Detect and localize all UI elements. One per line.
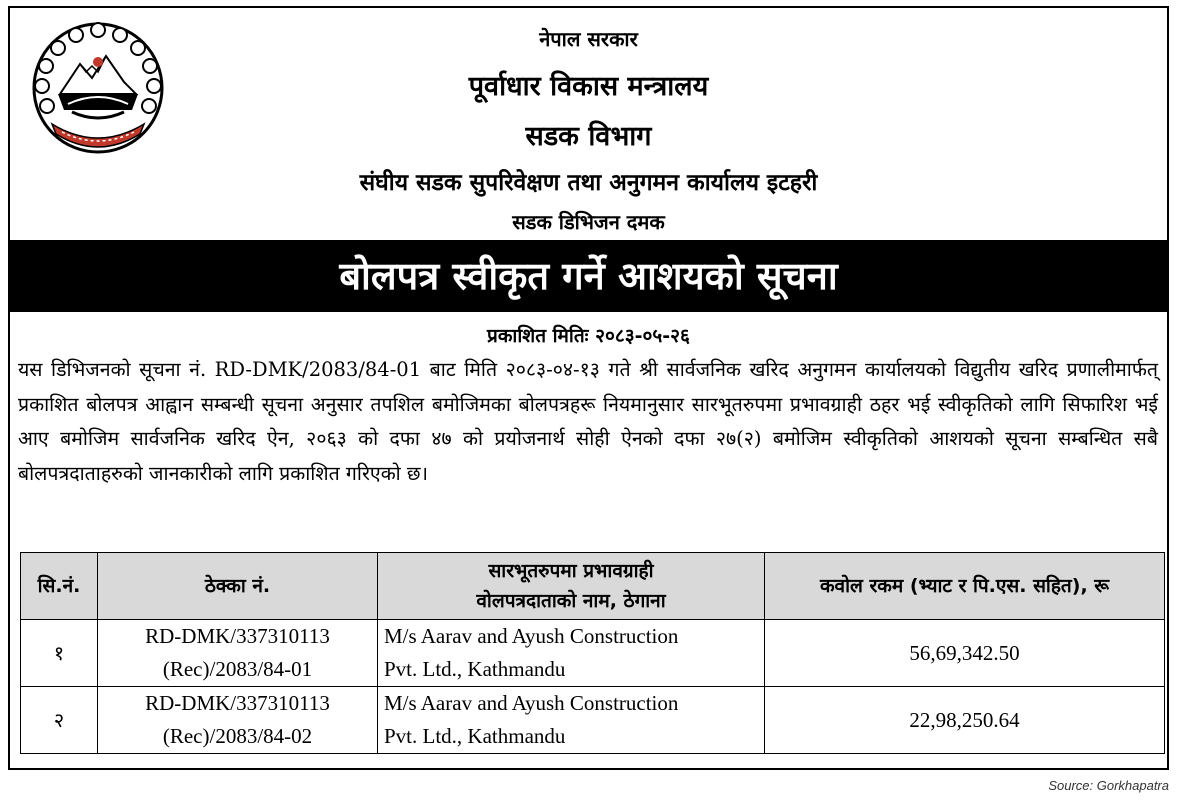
row-amount: 56,69,342.50 xyxy=(765,620,1165,687)
row-sn: २ xyxy=(21,687,98,754)
row-bidder xyxy=(378,620,765,687)
contract-no-line1: RD-DMK/337310113 xyxy=(145,624,330,648)
contract-no-line2: (Rec)/2083/84-01 xyxy=(162,657,313,681)
bidder-name: M/s Aarav and Ayush Construction xyxy=(384,624,679,648)
col-header-bidder-line1: सारभूतरुपमा प्रभावग्राही xyxy=(488,560,654,582)
table-header-row xyxy=(21,553,1165,620)
col-header-sn: सि.नं. xyxy=(21,553,98,620)
col-header-bidder xyxy=(378,553,765,620)
bidder-name: M/s Aarav and Ayush Construction xyxy=(384,691,679,715)
col-header-bidder-line2: वोलपत्रदाताको नाम, ठेगाना xyxy=(476,590,666,612)
contract-no-line2: (Rec)/2083/84-02 xyxy=(162,724,313,748)
ministry-name: पूर्वाधार विकास मन्त्रालय xyxy=(468,71,709,102)
row-bidder xyxy=(378,687,765,754)
notice-title-banner: बोलपत्र स्वीकृत गर्ने आशयको सूचना xyxy=(10,240,1167,312)
award-table xyxy=(20,552,1165,754)
source-credit: Source: Gorkhapatra xyxy=(1048,778,1169,793)
table-row xyxy=(21,687,1165,754)
row-sn: १ xyxy=(21,620,98,687)
col-header-amount: कवोल रकम (भ्याट र पि.एस. सहित), रू xyxy=(765,553,1165,620)
published-date: प्रकाशित मितिः २०८३-०५-२६ xyxy=(487,325,690,347)
table-row xyxy=(21,620,1165,687)
notice-frame xyxy=(8,6,1169,770)
col-header-contract-no: ठेक्का नं. xyxy=(98,553,378,620)
bidder-address: Pvt. Ltd., Kathmandu xyxy=(384,724,566,748)
office-name: संघीय सडक सुपरिवेक्षण तथा अनुगमन कार्यालय इटहरी xyxy=(359,170,818,196)
bidder-address: Pvt. Ltd., Kathmandu xyxy=(384,657,566,681)
department-name: सडक विभाग xyxy=(525,121,652,152)
row-amount: 22,98,250.64 xyxy=(765,687,1165,754)
government-name: नेपाल सरकार xyxy=(539,27,638,51)
division-name: सडक डिभिजन दमक xyxy=(512,210,665,234)
contract-no-line1: RD-DMK/337310113 xyxy=(145,691,330,715)
notice-body: यस डिभिजनको सूचना नं. RD-DMK/2083/84-01 बाट मिति २०८३-०४-१३ गते श्री सार्वजनिक खरिद अनुगमन कार्यालयको विद्युतीय खरिद प्रणालीमार्फत् प्रकाशित बोलपत्र आह्वान सम्बन्धी सूचना अनुसार तपशिल बमोजिमका बोलपत्रहरू नियमानुसार सारभूतरुपमा प्रभावग्राही ठहर भई स्वीकृतिको लागि सिफारिश भई आए बमोजिम सार्वजनिक खरिद ऐन, २०६३ को दफा ४७ को प्रयोजनार्थ सोही ऐनको दफा २७(२) बमोजिम स्वीकृतिको आशयको सूचना सम्बन्धित सबै बोलपत्रदाताहरुको जानकारीको लागि प्रकाशित गरिएको छ। xyxy=(18,358,1158,485)
row-contract-no xyxy=(98,687,378,754)
row-contract-no xyxy=(98,620,378,687)
